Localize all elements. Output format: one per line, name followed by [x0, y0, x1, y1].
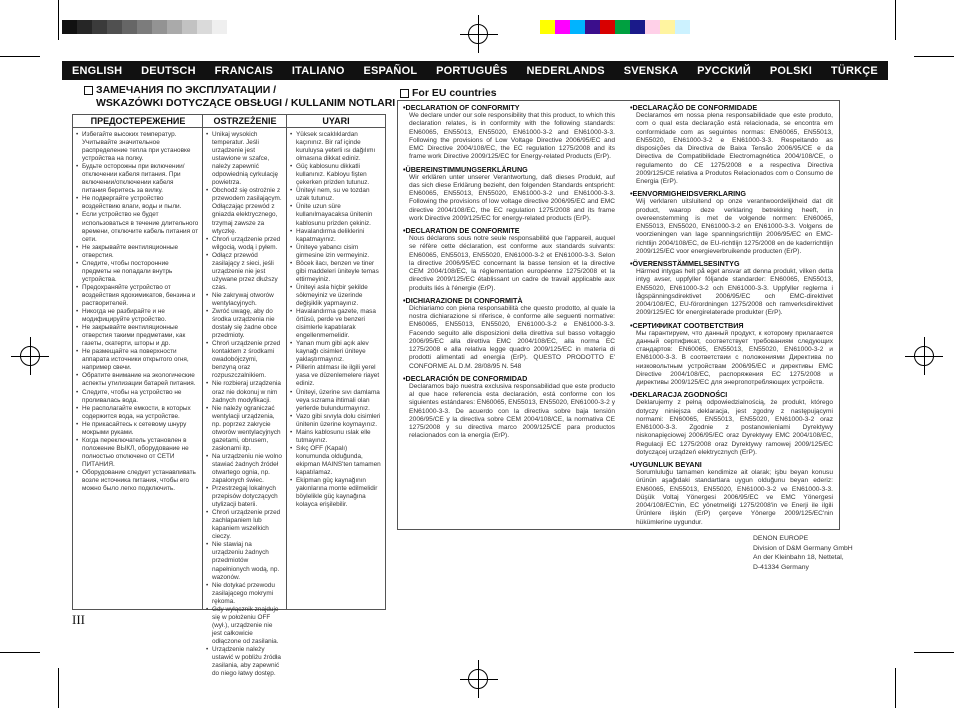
caution-item: • Nie stawiaj na urządzeniu żadnych przedmiotów napełnionych wodą, np. wazonów. [206, 541, 283, 581]
header-ru: ПРЕДОСТЕРЕЖЕНИЕ [73, 115, 203, 128]
caution-item: • Zwróć uwagę, aby do środka urządzenia nie dostały się żadne obce przedmioty. [206, 308, 283, 340]
caution-item: • Не размещайте на поверхности аппарата источники открытого огня, например свечи. [76, 348, 199, 372]
declaration-block [630, 103, 833, 186]
language-label: PORTUGUÊS [436, 64, 508, 77]
color-swatch [660, 20, 675, 34]
language-label: ENGLISH [72, 64, 123, 77]
caution-item: • Nie dotykać przewodu zasilającego mokrymi rękoma. [206, 582, 283, 606]
page-number: III [72, 612, 85, 627]
caution-item: • Üniteyi, üzerine sıvı damlama veya sızrama ihtimali olan yerlerde bulundurmayınız. [290, 389, 382, 413]
declaration-body: Deklarujemy z pełną odpowiedzialnością, że produkt, którego dotyczy niniejsza deklaracja, jest zgodny z następującymi normami: EN60065, EN55013, EN55020, EN61000-3-2 oraz EN61000-3-3. Zgodnie z postanowieniami Dyrektywy niskonapięciowej 2006/95/EC oraz Dyrektywy EMC 2004/108/EC, Regulacji EC 1275/2008 oraz Dyrektywy ramowej 2009/125/EC dotyczącej urządzeń elektrycznych (ErP). [636, 399, 833, 456]
declaration-body: Declaramos em nossa plena responsabilidade que este produto, com o qual esta declaração está relacionada, se encontra em conformidade com as seguintes normas: EN60065, EN55013, EN55020, EN61000-3-2 e EN61000-3-3. Respeitando as disposições da Directiva de Baixa Tensão 2006/95/CE e da Directiva de Compatibilidade Electromagnética 2004/108/CE, o regulamento do CE 1275/2008 e a respectiva Directiva 2009/125/CE relativa a Produtos Relacionados com o Consumo de Energia (ErP). [636, 112, 833, 185]
checkbox-square-icon [400, 89, 409, 98]
caution-item: • Üniteyi nem, su ve tozdan uzak tutunuz. [290, 187, 382, 203]
color-swatch [645, 20, 660, 34]
caution-item: • Не подвергайте устройство воздействию влаги, воды и пыли. [76, 195, 199, 211]
language-label: DEUTSCH [141, 64, 196, 77]
caution-item: • Yüksek sıcaklıklardan kaçınınız. Bir raf içinde kuruluysa yeterli ısı dağılımı olmasına dikkat ediniz. [290, 131, 382, 163]
declaration-body: Declaramos bajo nuestra exclusiva responsabilidad que este producto al que hace referencia esta declaración, está conforme con los siguientes estándares: EN60065, EN55013, EN55020, EN61000-3-2 y EN61000-3-3. De acuerdo con la directiva sobre baja tensión 2006/95/CE y la directiva sobre CEM 2004/108/CE, la normativa CE 1275/2008 y su directiva marco 2009/125/CE para productos relacionados con la energía (ErP). [409, 382, 615, 440]
caution-item: • Vazo gibi sıvıyla dolu cisimleri ünitenin üzerine koymayınız. [290, 413, 382, 429]
eu-title-text: For EU countries [412, 87, 497, 99]
caution-item: • Obchodź się ostrożnie z przewodem zasilającym. Odłączając przewód z gniazda elektrycznego, trzymaj zawsze za wtyczkę. [206, 187, 283, 235]
caution-item: • Przestrzegaj lokalnych przepisów dotyczących utylizacji baterii. [206, 485, 283, 509]
address-line: An der Kleinbahn 18, Nettetal, [753, 554, 844, 562]
caution-item: • Chroń urządzenie przed kontaktem z środkami owadobójczymi, benzyną oraz rozpuszczalnikiem. [206, 340, 283, 380]
caution-item: • Следите, чтобы на устройство не проливалась вода. [76, 389, 199, 405]
gray-swatch [152, 20, 167, 34]
color-swatch [555, 20, 570, 34]
caution-item: • Chroń urządzenie przed zachlapaniem lub kapaniem wszelkich cieczy. [206, 509, 283, 541]
caution-title-line2: WSKAZÓWKI DOTYCZĄCE OBSŁUGI / KULLANIM NOTLARI [96, 97, 396, 109]
address-line: DENON EUROPE [753, 535, 809, 542]
caution-item: • Не закрывайте вентиляционные отверстия. [76, 244, 199, 260]
caution-item: • Chroń urządzenie przed wilgocią, wodą i pyłem. [206, 236, 283, 252]
caution-item: • Gdy wyłącznik znajduje się w położeniu OFF (wył.), urządzenie nie jest całkowicie odłączone od zasilania. [206, 606, 283, 646]
caution-title [84, 84, 395, 110]
gray-swatch [107, 20, 122, 34]
declaration-block [630, 390, 833, 457]
declaration-heading: • ÜBEREINSTIMMUNGSERKLÄRUNG [403, 165, 615, 174]
caution-item: • Ekipman güç kaynağının yakınlarına monte edilmelidir böylelikle güç kaynağına kolayca erişilebilir. [290, 477, 382, 509]
language-label: SVENSKA [623, 64, 679, 77]
gray-swatch [197, 20, 212, 34]
language-label: NEDERLANDS [526, 64, 605, 77]
caution-item: • Nie zakrywaj otworów wentylacyjnych. [206, 292, 283, 308]
color-swatch [615, 20, 630, 34]
declaration-heading: • DECLARACIÓN DE CONFORMIDAD [403, 374, 615, 383]
gray-swatch [167, 20, 182, 34]
caution-item: • Будьте осторожны при включении/отключении кабеля питания. При включении/отключении кабеля питания беритесь за вилку. [76, 163, 199, 195]
gray-swatch [122, 20, 137, 34]
caution-title-line1: ЗАМЕЧАНИЯ ПО ЭКСПЛУАТАЦИИ / [96, 84, 277, 96]
declaration-heading: • DECLARATION DE CONFORMITE [403, 226, 615, 235]
color-swatch [570, 20, 585, 34]
caution-item: • Böcek ilacı, benzen ve tiner gibi maddeleri üniteyle temas ettirmeyiniz. [290, 260, 382, 284]
caution-item: • Следите, чтобы посторонние предметы не попадали внутрь устройства. [76, 260, 199, 284]
caution-item: • Havalandırma gazete, masa örtüsü, perde ve benzeri cisimlerle kapatılarak engellenmemelidir. [290, 308, 382, 340]
caution-item: • Предохраняйте устройство от воздействия ядохимикатов, бензина и растворителей. [76, 284, 199, 308]
color-swatch [675, 20, 690, 34]
caution-column-ru [73, 129, 202, 609]
caution-item: • Не прикасайтесь к сетевому шнуру мокрыми руками. [76, 421, 199, 437]
declaration-heading: • DEKLARACJA ZGODNOŚCI [630, 390, 833, 399]
color-swatch [630, 20, 645, 34]
declaration-body: Härmed intygas helt på eget ansvar att denna produkt, vilken detta intyg avser, uppfyller följande standarder: EN60065, EN55013, EN55020, EN61000-3-2 och EN61000-3-3. Uppfyller reglerna i lågspänningsdirektivet 2006/95/EC och EMC-direktivet 2004/108/EC, EU-förordningen 1275/2008 och ramverksdirektivet 2009/125/EC för energirelaterade produkter (ErP). [636, 268, 833, 317]
caution-item: • Обратите внимание на экологические аспекты утилизации батарей питания. [76, 372, 199, 388]
caution-item: • Üniteyi asla hiçbir şekilde sökmeyiniz ve üzerinde değişiklik yapmayınız. [290, 284, 382, 308]
gray-swatch [62, 20, 77, 34]
language-label: POLSKI [769, 64, 813, 77]
language-label: ITALIANO [291, 64, 345, 77]
caution-item: • Никогда не разбирайте и не модифицируйте устройство. [76, 308, 199, 324]
checkbox-square-icon [84, 86, 93, 95]
declaration-block [630, 189, 833, 256]
caution-item: • Mains kablosunu ıslak elle tutmayınız. [290, 429, 382, 445]
caution-item: • Pillerin atılması ile ilgili yerel yasa ve düzenlemelere riayet ediniz. [290, 364, 382, 388]
declaration-heading: • UYGUNLUK BEYANI [630, 460, 833, 469]
declaration-heading: • DICHIARAZIONE DI CONFORMITÀ [403, 296, 615, 305]
declaration-heading: • EENVORMIGHEIDSVERKLARING [630, 189, 833, 198]
declaration-block [403, 374, 615, 441]
caution-item: • Havalandırma deliklerini kapatmayınız. [290, 228, 382, 244]
gray-swatch [137, 20, 152, 34]
company-address [753, 534, 853, 572]
language-label: ESPAÑOL [363, 64, 418, 77]
gray-swatch [77, 20, 92, 34]
declaration-heading: • DECLARAÇÃO DE CONFORMIDADE [630, 103, 833, 112]
caution-item: • Ünite uzun süre kullanılmayacaksa ünitenin kablosunu prizden çekiniz. [290, 203, 382, 227]
declaration-body: Dichiariamo con piena responsabilità che questo prodotto, al quale la nostra dichiarazione si riferisce, è conforme alle seguenti normative: EN60065, EN55013, EN55020, EN61000-3-2 e EN61000-3-3. Facendo seguito alle disposizioni della direttiva sul basso voltaggio 2006/95/EC alla direttiva EMC 2004/108/EC, alla norma EC 1275/2008 e alla relativa legge quadro 2009/125/EC in materia di prodotti alimentati ad energia (ErP). QUESTO PRODOTTO E' CONFORME AL D.M. 28/08/95 N. 548 [409, 304, 615, 370]
gray-swatch [182, 20, 197, 34]
caution-item: • Избегайте высоких температур. Учитывайте значительное распределение тепла при установке устройства на полку. [76, 131, 199, 163]
declaration-block [630, 321, 833, 388]
declaration-heading: • DECLARATION OF CONFORMITY [403, 103, 615, 112]
language-label: TÜRKÇE [830, 64, 878, 77]
caution-item: • Не располагайте емкости, в которых содержится вода, на устройстве. [76, 405, 199, 421]
header-pl: OSTRZEŻENIE [203, 115, 287, 128]
language-bar [62, 61, 888, 80]
color-swatch [585, 20, 600, 34]
caution-item: • Nie należy ograniczać wentylacji urządzenia, np. poprzez zakrycie otworów wentylacyjnych gazetami, obrusem, zasłonami itp. [206, 405, 283, 453]
address-line: D-41334 Germany [753, 563, 809, 571]
eu-declaration-box [397, 87, 840, 530]
language-label: FRANCAIS [214, 64, 274, 77]
caution-item: • Güç kablosunu dikkatli kullanınız. Kabloyu fişten çekerken prizden tutunuz. [290, 163, 382, 187]
caution-item: • Когда переключатель установлен в положение ВЫКЛ, оборудование не полностью отключено от СЕТИ ПИТАНИЯ. [76, 437, 199, 469]
caution-item: • Unikaj wysokich temperatur. Jeśli urządzenie jest ustawione w szafce, należy zapewnić odpowiednią cyrkulację powietrza. [206, 131, 283, 187]
caution-item: • Не закрывайте вентиляционные отверстия такими предметами, как газеты, скатерти, шторы и др. [76, 324, 199, 348]
declaration-body: Wir erklären unter unserer Verantwortung, daß dieses Produkt, auf das sich diese Erklärung bezieht, den folgenden Standards entspricht: EN60065, EN55013, EN55020, EN61000-3-2 und EN61000-3-3. Following the provisions of low voltage directive 2006/95/EC and EMC directive 2004/108/EC, the EC regulation 1275/2008 and its frame work Directive 2009/125/EC for energy-related products (ErP). [409, 173, 615, 222]
color-swatch [540, 20, 555, 34]
color-swatch [600, 20, 615, 34]
declaration-block [403, 165, 615, 224]
declaration-block [630, 460, 833, 527]
declaration-heading: • СЕРТИФИКАТ СООТВЕТСТВИЯ [630, 321, 833, 330]
declaration-block [403, 226, 615, 293]
eu-column-right [630, 103, 833, 530]
caution-item: • Если устройство не будет использоваться в течение длительного времени, отключите кабель питания от сети. [76, 211, 199, 243]
eu-title [400, 87, 501, 99]
language-label: РУССКИЙ [697, 64, 752, 77]
declaration-body: We declare under our sole responsibility that this product, to which this declaration relates, is in conformity with the following standards: EN60065, EN55013, EN55020, EN61000-3-2 and EN61000-3-3. Following the provisions of Low Voltage Directive 2006/95/EC and EMC Directive 2004/108/EC, the EC regulation 1275/2008 and its frame work Directive 2009/125/EC for Energy-related Products (ErP). [409, 112, 615, 161]
address-line: Division of D&M Germany GmbH [753, 544, 853, 552]
declaration-body: Wij verklaren uitsluitend op onze verantwoordelijkheid dat dit product, waarop deze verklaring betrekking heeft, in overeenstemming is met de volgende normen: EN60065, EN55013, EN55020, EN61000-3-2 en EN61000-3-3. Volgens de voorzieningen van lage spanningsrichtlijn 2006/95/EC en EMC-richtlijn 2004/108/EC, de EU-richtlijn 1275/2008 en de kaderrichtlijn 2009/125/EC voor energieverbruikende producten (ErP). [636, 198, 833, 255]
declaration-heading: • ÖVERENSSTÄMMELSESINTYG [630, 259, 833, 268]
eu-column-left [403, 103, 615, 444]
declaration-body: Nous déclarons sous notre seule responsabilité que l'appareil, auquel se réfère cette déclaration, est conforme aux standards suivants: EN60065, EN55013, EN55020, EN61000-3-2 et EN61000-3-3. Selon la directive 2006/95/EC concernant la basse tension et la directive CEM 2004/108/EC, la réglementation européenne 1275/2008 et la directive 2009/125/EC établissant un cadre de travail applicable aux produits liés à l'énergie (ErP). [409, 235, 615, 292]
caution-column-tr [287, 129, 385, 609]
declaration-body: Мы гарантируем, что данный продукт, к которому прилагается данный сертификат, соответствует требованиям следующих стандартов: EN60065, EN55013, EN55020, EN61000-3-2 и EN61000-3-3. В соответствии с положениями Директива по низковольтным устройствам 2006/95/EC и директивы EMC Directive 2004/108/EC, распоряжения EC 1275/2008 и директивы 2009/125/EC для энергопотребляющих устройств. [636, 329, 833, 386]
caution-item: • Urządzenie należy ustawić w pobliżu źródła zasilania, aby zapewnić do niego łatwy dostęp. [206, 646, 283, 678]
header-tr: UYARI [287, 115, 385, 128]
caution-item: • Yanan mum gibi açık alev kaynağı cisimleri üniteye yaklaştırmayınız. [290, 340, 382, 364]
caution-item: • Odłącz przewód zasilający z sieci, jeśli urządzenie nie jest używane przez dłuższy czas. [206, 252, 283, 292]
declaration-body: Sorumluluğu tamamen kendimize ait olarak; işbu beyan konusu ürünün aşağıdaki standartlara uygun olduğunu beyan ederiz: EN60065, EN55013, EN55020, EN61000-3-2 ve EN61000-3-3. Düşük Voltaj Yönergesi 2006/95/EC ve EMC Yönergesi 2004/108/EC'nin, EC yönetmeliği 1275/2008'in ve Enerji ile ilgili Ürünlere ilişkin (ErP) çerçeve Yönerge 2009/125/EC'nin hükümlerine uygundur. [636, 469, 833, 526]
declaration-block [403, 296, 615, 371]
declaration-block [630, 259, 833, 318]
declaration-block [403, 103, 615, 162]
caution-column-pl [203, 129, 286, 678]
gray-swatch [212, 20, 227, 34]
caution-item: • Оборудование следует устанавливать возле источника питания, чтобы его можно было легко подключить. [76, 469, 199, 493]
gray-swatch [92, 20, 107, 34]
caution-item: • Nie rozbieraj urządzenia oraz nie dokonuj w nim żadnych modyfikacji. [206, 380, 283, 404]
caution-item: • Üniteye yabancı cisim girmesine izin vermeyiniz. [290, 244, 382, 260]
caution-item: • Na urządzeniu nie wolno stawiać żadnych źródeł otwartego ognia, np. zapalonych świec. [206, 453, 283, 485]
caution-item: • Sıkç OFF (Kapalı) konumunda olduğunda, ekipman MAINS'ten tamamen kapatılamaz. [290, 445, 382, 477]
